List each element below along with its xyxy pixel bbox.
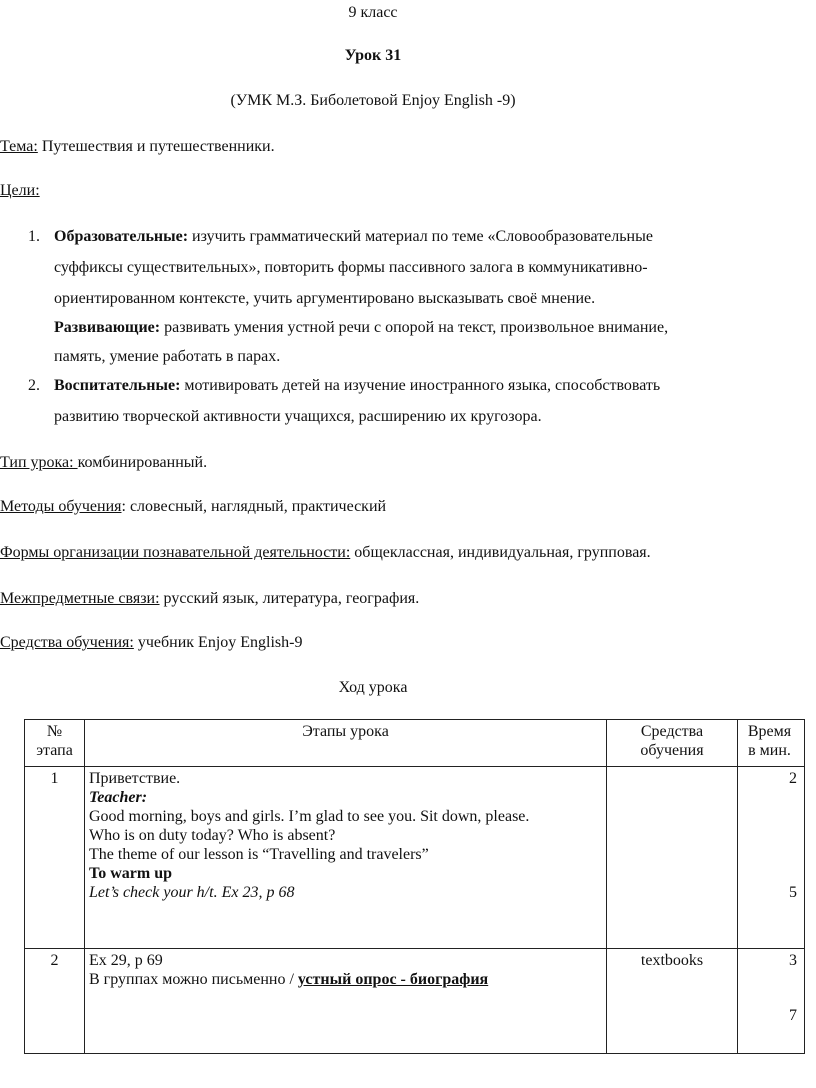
stage-line: The theme of our lesson is “Travelling and travelers” <box>89 846 429 863</box>
topic-label: Тема: <box>0 138 38 155</box>
goal-upbringing-text1: мотивировать детей на изучение иностранного языка, способствовать <box>180 377 661 394</box>
stage-line: Good morning, boys and girls. I’m glad to see you. Sit down, please. <box>89 808 530 825</box>
grade-heading: 9 класс <box>348 4 398 21</box>
goal-developing-line2: память, умение работать в парах. <box>54 348 281 365</box>
stage-time-value: 3 <box>789 952 797 969</box>
stage-line-bold: устный опрос - биография <box>297 971 489 988</box>
means-line <box>0 634 302 652</box>
header-time-line1: Время <box>747 723 792 740</box>
header-stage-number-line1: № <box>46 723 63 740</box>
stage-time-value: 5 <box>789 884 797 901</box>
forms-label: Формы организации познавательной деятельности: <box>0 544 351 561</box>
goal-developing-line1 <box>54 319 668 337</box>
header-time-line2: в мин. <box>748 742 791 759</box>
methods-value: : словесный, наглядный, практический <box>121 498 387 515</box>
header-means-line1: Средства <box>640 723 704 740</box>
goal-upbringing-line1 <box>54 377 660 395</box>
header-means-line2: обучения <box>640 742 704 759</box>
umk-line: (УМК М.З. Биболетовой Enjoy English -9) <box>230 92 516 109</box>
header-means <box>607 720 738 767</box>
stage-line: To warm up <box>89 865 172 882</box>
topic-line <box>0 138 275 156</box>
goal-upbringing-label: Воспитательные: <box>54 377 181 394</box>
goal-number-1: 1. <box>28 228 40 245</box>
goal-educational-label: Образовательные: <box>54 228 189 245</box>
goals-label: Цели: <box>0 182 40 199</box>
stage-number: 1 <box>25 767 85 949</box>
topic-value: Путешествия и путешественники. <box>37 138 275 155</box>
goal-developing-label: Развивающие: <box>54 319 161 336</box>
stage-line: Teacher: <box>89 789 148 806</box>
stage-means: textbooks <box>607 949 738 1054</box>
methods-label: Методы обучения <box>0 498 122 515</box>
goal-educational-line3: ориентированном контексте, учить аргументировано высказывать своё мнение. <box>54 290 596 307</box>
header-stage-number-line2: этапа <box>36 742 73 759</box>
links-line <box>0 590 419 608</box>
stage-time-value: 2 <box>789 770 797 787</box>
header-time <box>738 720 805 767</box>
stage-line <box>89 970 602 989</box>
stage-line: Who is on duty today? Who is absent? <box>89 827 336 844</box>
links-value: русский язык, литература, география. <box>159 590 420 607</box>
stage-number: 2 <box>25 949 85 1054</box>
stage-time <box>738 949 805 1054</box>
forms-value: общеклассная, индивидуальная, групповая. <box>350 544 651 561</box>
goal-developing-text1: развивать умения устной речи с опорой на текст, произвольное внимание, <box>160 319 669 336</box>
forms-line <box>0 544 651 562</box>
stage-time-value: 7 <box>789 1007 797 1024</box>
stage-line-plain: В группах можно письменно / <box>89 971 298 988</box>
means-label: Средства обучения: <box>0 634 134 651</box>
goal-educational-text1: изучить грамматический материал по теме «Словообразовательные <box>188 228 653 245</box>
table-header-row <box>25 720 805 767</box>
links-label: Межпредметные связи: <box>0 590 160 607</box>
lesson-type-line <box>0 454 207 472</box>
lesson-type-label: Тип урока: <box>0 454 78 471</box>
goal-upbringing-line2: развитию творческой активности учащихся, расширению их кругозора. <box>54 408 542 425</box>
stage-means <box>607 767 738 949</box>
lesson-heading: Урок 31 <box>344 47 402 64</box>
lesson-table <box>24 719 805 1054</box>
stage-line: Приветствие. <box>89 770 181 787</box>
table-row <box>25 767 805 949</box>
stage-line: Ex 29, p 69 <box>89 952 163 969</box>
header-stages: Этапы урока <box>85 720 607 767</box>
goal-educational-line2: суффиксы существительных», повторить формы пассивного залога в коммуникативно- <box>54 259 648 276</box>
stage-time <box>738 767 805 949</box>
stage-content <box>85 949 607 1054</box>
stage-line: Let’s check your h/t. Ex 23, p 68 <box>89 884 295 901</box>
course-title: Ход урока <box>338 679 408 696</box>
goal-educational-line1 <box>54 228 653 246</box>
goal-number-2: 2. <box>28 377 40 394</box>
header-stage-number <box>25 720 85 767</box>
lesson-type-value: комбинированный. <box>77 454 208 471</box>
table-row <box>25 949 805 1054</box>
means-value: учебник Enjoy English-9 <box>133 634 303 651</box>
stage-content <box>85 767 607 949</box>
methods-line <box>0 498 386 516</box>
